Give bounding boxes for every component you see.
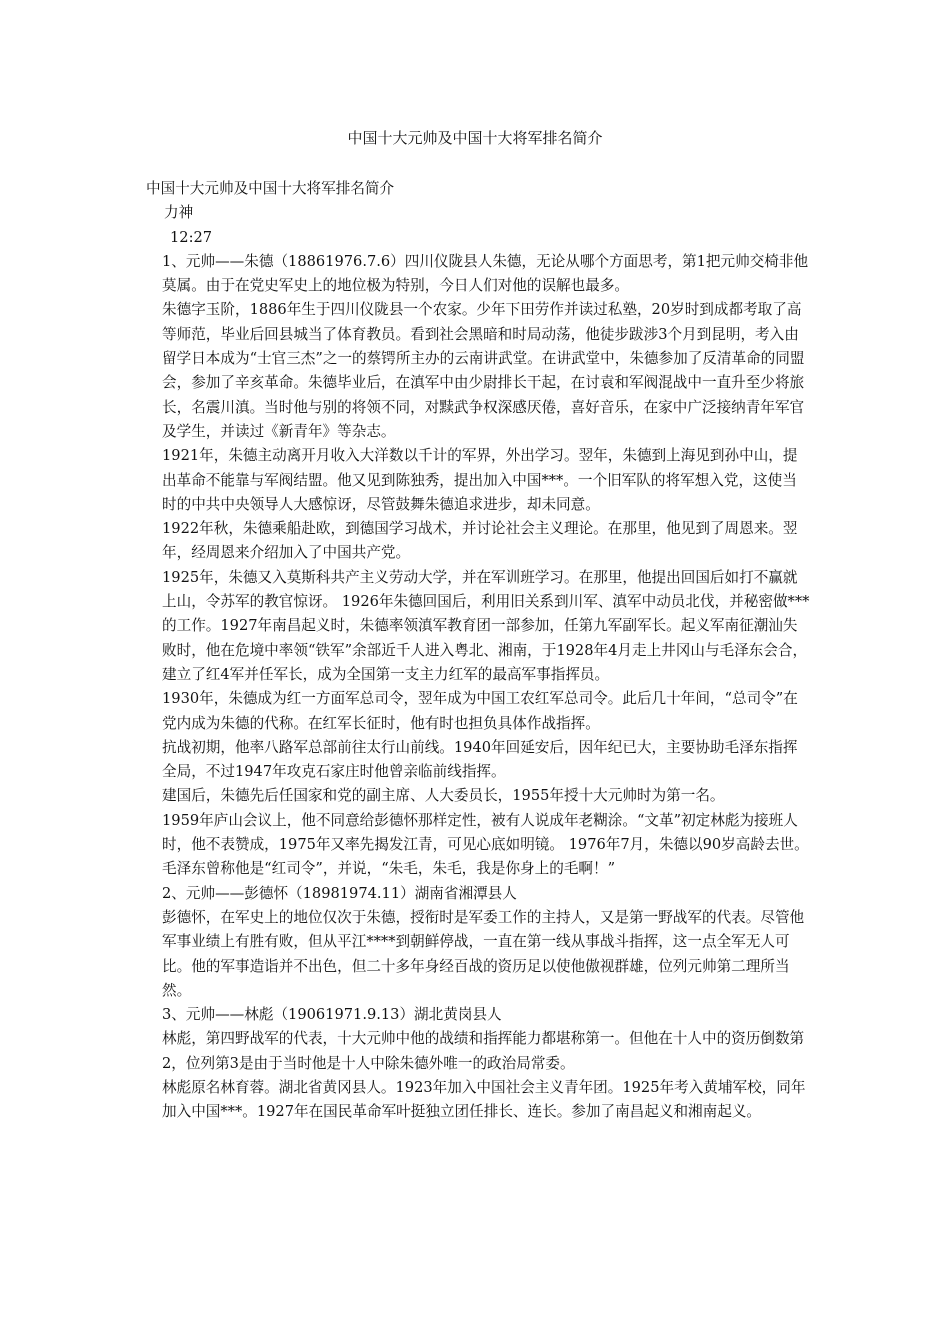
paragraph: 1921年，朱德主动离开月收入大洋数以千计的军界，外出学习。翌年，朱德到上海见到孙中山，提出革命不能靠与军阀结盟。他又见到陈独秀，提出加入中国***。一个旧军队的将军想入党，这使当时的中共中央领导人大感惊讶，尽管鼓舞朱德追求进步，却未同意。 (162, 447, 798, 513)
section-heading: 2、元帅——彭德怀（18981974.11）湖南省湘潭县人 (162, 884, 517, 902)
paragraph: 1、元帅——朱德（18861976.7.6）四川仪陇县人朱德，无论从哪个方面思考，第1把元帅交椅非他莫属。由于在党史军史上的地位极为特别，今日人们对他的误解也最多。 (162, 252, 809, 295)
time-line: 12:27 (170, 228, 213, 246)
author-line: 力神 (164, 204, 194, 222)
paragraph: 1930年，朱德成为红一方面军总司令，翌年成为中国工农红军总司令。此后几十年间，“总司令”在党内成为朱德的代称。在红军长征时，他有时也担负具体作战指挥。 (162, 690, 798, 732)
section-heading: 3、元帅——林彪（19061971.9.13）湖北黄岗县人 (162, 1006, 502, 1024)
page-title: 中国十大元帅及中国十大将军排名简介 (347, 129, 603, 147)
paragraph: 1925年，朱德又入莫斯科共产主义劳动大学，并在军训班学习。在那里，他提出回国后如打不赢就上山，令苏军的教官惊讶。 1926年朱德回国后，利用旧关系到川军、滇军中动员北伐，并秘密做***的工作。1927年南昌起义时，朱德率领滇军教育团一部参加，任第九军副军长。起义军南征潮汕失败时，他在危境中率领“铁军”余部近千人进入粤北、湘南，于1928年4月走上井冈山与毛泽东会合，建立了红4军并任军长，成为全国第一支主力红军的最高军事指挥员。 (162, 568, 810, 683)
paragraph: 林彪，第四野战军的代表，十大元帅中他的战绩和指挥能力都堪称第一。但他在十人中的资历倒数第2，位列第3是由于当时他是十人中除朱德外唯一的政治局常委。 (162, 1030, 805, 1072)
paragraph: 朱德字玉阶，1886年生于四川仪陇县一个农家。少年下田劳作并读过私塾，20岁时到成都考取了高等师范，毕业后回县城当了体育教员。看到社会黑暗和时局动荡，他徒步跋涉3个月到昆明，考入由留学日本成为“士官三杰”之一的蔡锷所主办的云南讲武堂。在讲武堂中，朱德参加了反清革命的同盟会，参加了辛亥革命。朱德毕业后，在滇军中由少尉排长干起，在讨袁和军阀混战中一直升至少将旅长，名震川滇。当时他与别的将领不同，对黩武争权深感厌倦，喜好音乐，在家中广泛接纳青年军官及学生，并读过《新青年》等杂志。 (162, 301, 805, 440)
paragraph: 林彪原名林育蓉。湖北省黄冈县人。1923年加入中国社会主义青年团。1925年考入黄埔军校，同年加入中国***。1927年在国民革命军叶挺独立团任排长、连长。参加了南昌起义和湘南起义。 (162, 1078, 806, 1121)
paragraph: 建国后，朱德先后任国家和党的副主席、人大委员长，1955年授十大元帅时为第一名。 (162, 787, 725, 805)
paragraph: 抗战初期，他率八路军总部前往太行山前线。1940年回延安后，因年纪已大，主要协助毛泽东指挥全局，不过1947年攻克石家庄时他曾亲临前线指挥。 (162, 738, 798, 781)
paragraph: 彭德怀，在军史上的地位仅次于朱德，授衔时是军委工作的主持人，又是第一野战军的代表。尽管他军事业绩上有胜有败，但从平江****到朝鲜停战，一直在第一线从事战斗指挥，这一点全军无人可比。他的军事造诣并不出色，但二十多年身经百战的资历足以使他傲视群雄，位列元帅第二理所当然。 (162, 908, 805, 999)
document-body (146, 177, 810, 1125)
heading-line: 中国十大元帅及中国十大将军排名简介 (146, 180, 395, 197)
paragraph: 1922年秋，朱德乘船赴欧，到德国学习战术，并讨论社会主义理论。在那里，他见到了周恩来。翌年，经周恩来介绍加入了中国共产党。 (162, 520, 798, 562)
paragraph: 1959年庐山会议上，他不同意给彭德怀那样定性，被有人说成年老糊涂。“文革”初定林彪为接班人时，他不表赞成，1975年又率先揭发江青，可见心底如明镜。 1976年7月，朱德以90岁高龄去世。毛泽东曾称他是“红司令”，并说，“朱毛，朱毛，我是你身上的毛啊！” (162, 811, 809, 878)
